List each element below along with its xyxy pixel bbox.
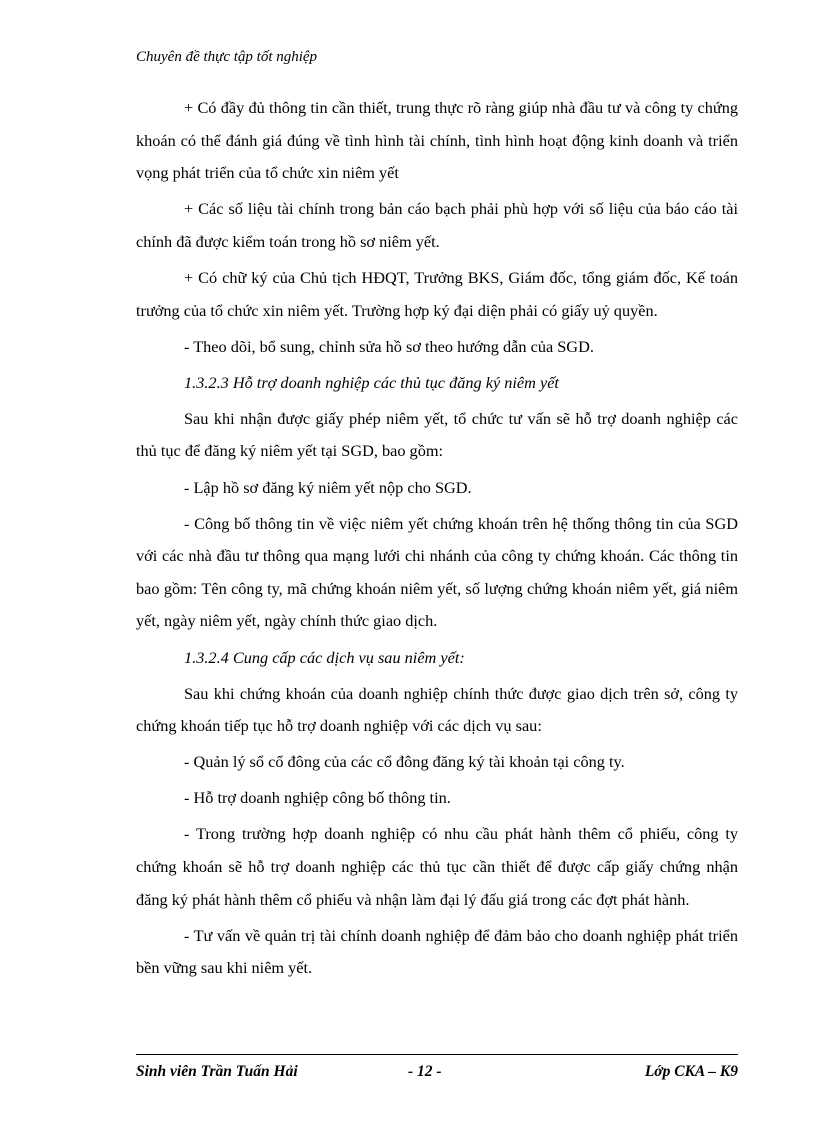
page-footer (136, 1054, 738, 1085)
paragraph-6: Sau khi nhận được giấy phép niêm yết, tổ chức tư vấn sẽ hỗ trợ doanh nghiệp các thủ tục để đăng ký niêm yết tại SGD, bao gồm: (136, 408, 738, 461)
paragraph-12: - Hỗ trợ doanh nghiệp công bố thông tin. (184, 788, 451, 808)
paragraph-14: - Tư vấn về quản trị tài chính doanh nghiệp để đảm bảo cho doanh nghiệp phát triển bền vững sau khi niêm yết. (136, 925, 738, 978)
document-body (136, 92, 738, 988)
footer-student-name: Sinh viên Trần Tuấn Hải (136, 1063, 298, 1080)
paragraph-11: - Quản lý sổ cổ đông của các cổ đông đăng ký tài khoản tại công ty. (184, 752, 625, 772)
paragraph-2: + Các số liệu tài chính trong bản cáo bạch phải phù hợp với số liệu của báo cáo tài chính đã được kiểm toán trong hồ sơ niêm yết. (136, 199, 738, 251)
section-heading-1-3-2-3: 1.3.2.3 Hỗ trợ doanh nghiệp các thủ tục đăng ký niêm yết (184, 372, 559, 392)
paragraph-7: - Lập hồ sơ đăng ký niêm yết nộp cho SGD. (184, 477, 472, 497)
section-heading-1-3-2-4: 1.3.2.4 Cung cấp các dịch vụ sau niêm yết: (184, 647, 465, 667)
page-header: Chuyên đề thực tập tốt nghiệp (136, 49, 318, 65)
footer-class: Lớp CKA – K9 (644, 1063, 738, 1080)
paragraph-1: + Có đầy đủ thông tin cần thiết, trung thực rõ ràng giúp nhà đầu tư và công ty chứng khoán có thể đánh giá đúng về tình hình tài chính, tình hình hoạt động kinh doanh và triển vọng phát triển của tổ chức xin niêm yết (136, 98, 738, 183)
footer-page-number: - 12 - (408, 1063, 442, 1080)
paragraph-8: - Công bố thông tin về việc niêm yết chứng khoán trên hệ thống thông tin của SGD với các nhà đầu tư thông qua mạng lưới chi nhánh của công ty chứng khoán. Các thông tin bao gồm: Tên công ty, mã chứng khoán niêm yết, số lượng chứng khoán niêm yết, giá niêm yết, ngày niêm yết, ngày chính thức giao dịch. (136, 513, 738, 631)
paragraph-4: - Theo dõi, bổ sung, chỉnh sửa hồ sơ theo hướng dẫn của SGD. (184, 336, 594, 356)
paragraph-13: - Trong trường hợp doanh nghiệp có nhu cầu phát hành thêm cổ phiếu, công ty chứng khoán sẽ hỗ trợ doanh nghiệp các thủ tục cần thiết để được cấp giấy chứng nhận đăng ký phát hành thêm cổ phiếu và nhận làm đại lý đấu giá trong các đợt phát hành. (136, 824, 738, 909)
paragraph-10: Sau khi chứng khoán của doanh nghiệp chính thức được giao dịch trên sở, công ty chứng khoán tiếp tục hỗ trợ doanh nghiệp với các dịch vụ sau: (136, 683, 738, 736)
paragraph-3: + Có chữ ký của Chủ tịch HĐQT, Trưởng BKS, Giám đốc, tổng giám đốc, Kế toán trưởng của tổ chức xin niêm yết. Trường hợp ký đại diện phải có giấy uỷ quyền. (136, 267, 738, 320)
